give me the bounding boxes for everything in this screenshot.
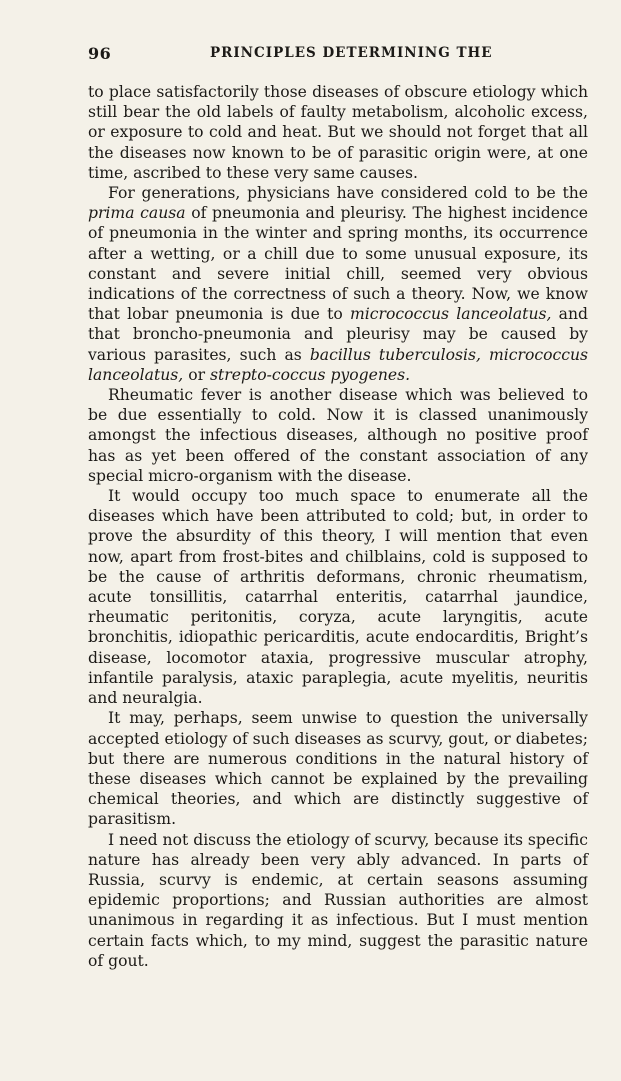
page-number: 96 bbox=[88, 44, 112, 63]
text-run: and that broncho-pneumonia and pleurisy may be caused by various parasites, such as bbox=[88, 305, 588, 364]
paragraph bbox=[88, 830, 588, 971]
body-text bbox=[88, 82, 588, 971]
italic-text: bacillus tuberculosis, micrococcus lanceolatus, bbox=[88, 345, 589, 384]
page-header bbox=[88, 44, 590, 64]
text-run: I need not discuss the etiology of scurvy, because its specific nature has already been very ably advanced. In parts of Russia, scurvy is endemic, at certain seasons assuming epidemic proportions; and Russian authorities are almost unanimous in regarding it as infectious. But I must mention certain facts which, to my mind, suggest the parasitic nature of gout. bbox=[88, 830, 588, 970]
italic-text: strepto-coccus pyogenes. bbox=[210, 365, 411, 384]
text-run: It would occupy too much space to enumerate all the diseases which have been attributed to cold; but, in order to prove the absurdity of this theory, I will mention that even now, apart from frost-bites and chilblains, cold is supposed to be the cause of arthritis deformans, chronic rheumatism, acute tonsillitis, catarrhal enteritis, catarrhal jaundice, rheumatic peritonitis, coryza, acute laryngitis, acute bronchitis, idiopathic pericarditis, acute endocarditis, Bright’s disease, locomotor ataxia, progressive muscular atrophy, infantile paralysis, ataxic paraplegia, acute myelitis, neuritis and neuralgia. bbox=[88, 487, 588, 708]
text-run: It may, perhaps, seem unwise to question the universally accepted etiology of such diseases as scurvy, gout, or diabetes; but there are numerous conditions in the natural history of these diseases which cannot be explained by the prevailing chemical theories, and which are distinctly suggestive of parasitism. bbox=[88, 709, 588, 829]
paragraph bbox=[88, 385, 588, 486]
italic-text: prima causa bbox=[88, 204, 186, 223]
text-run: or bbox=[183, 365, 210, 384]
paragraph bbox=[88, 82, 588, 183]
text-run: Rheumatic fever is another disease which was believed to be due essentially to cold. Now it is classed unanimously amongst the infectious diseases, although no positive proof has as yet been offered of the constant association of any special micro-organism with the disease. bbox=[88, 386, 588, 485]
italic-text: micrococcus lanceolatus, bbox=[350, 305, 552, 324]
text-run: For generations, physicians have considered cold to be the bbox=[108, 184, 588, 203]
text-run: of pneumonia and pleurisy. The highest incidence of pneumonia in the winter and spring months, its occurrence after a wetting, or a chill due to some unusual exposure, its constant and severe initial chill, seemed very obvious indications of the correctness of such a theory. Now, we know that lobar pneumonia is due to bbox=[88, 204, 588, 324]
paragraph bbox=[88, 708, 588, 829]
paragraph bbox=[88, 486, 588, 708]
paragraph bbox=[88, 183, 588, 385]
text-run: to place satisfactorily those diseases of obscure etiology which still bear the old labels of faulty metabolism, alcoholic excess, or exposure to cold and heat. But we should not forget that all the diseases now known to be of parasitic origin were, at one time, ascribed to these very same causes. bbox=[88, 83, 588, 182]
running-title: PRINCIPLES DETERMINING THE bbox=[210, 45, 493, 61]
